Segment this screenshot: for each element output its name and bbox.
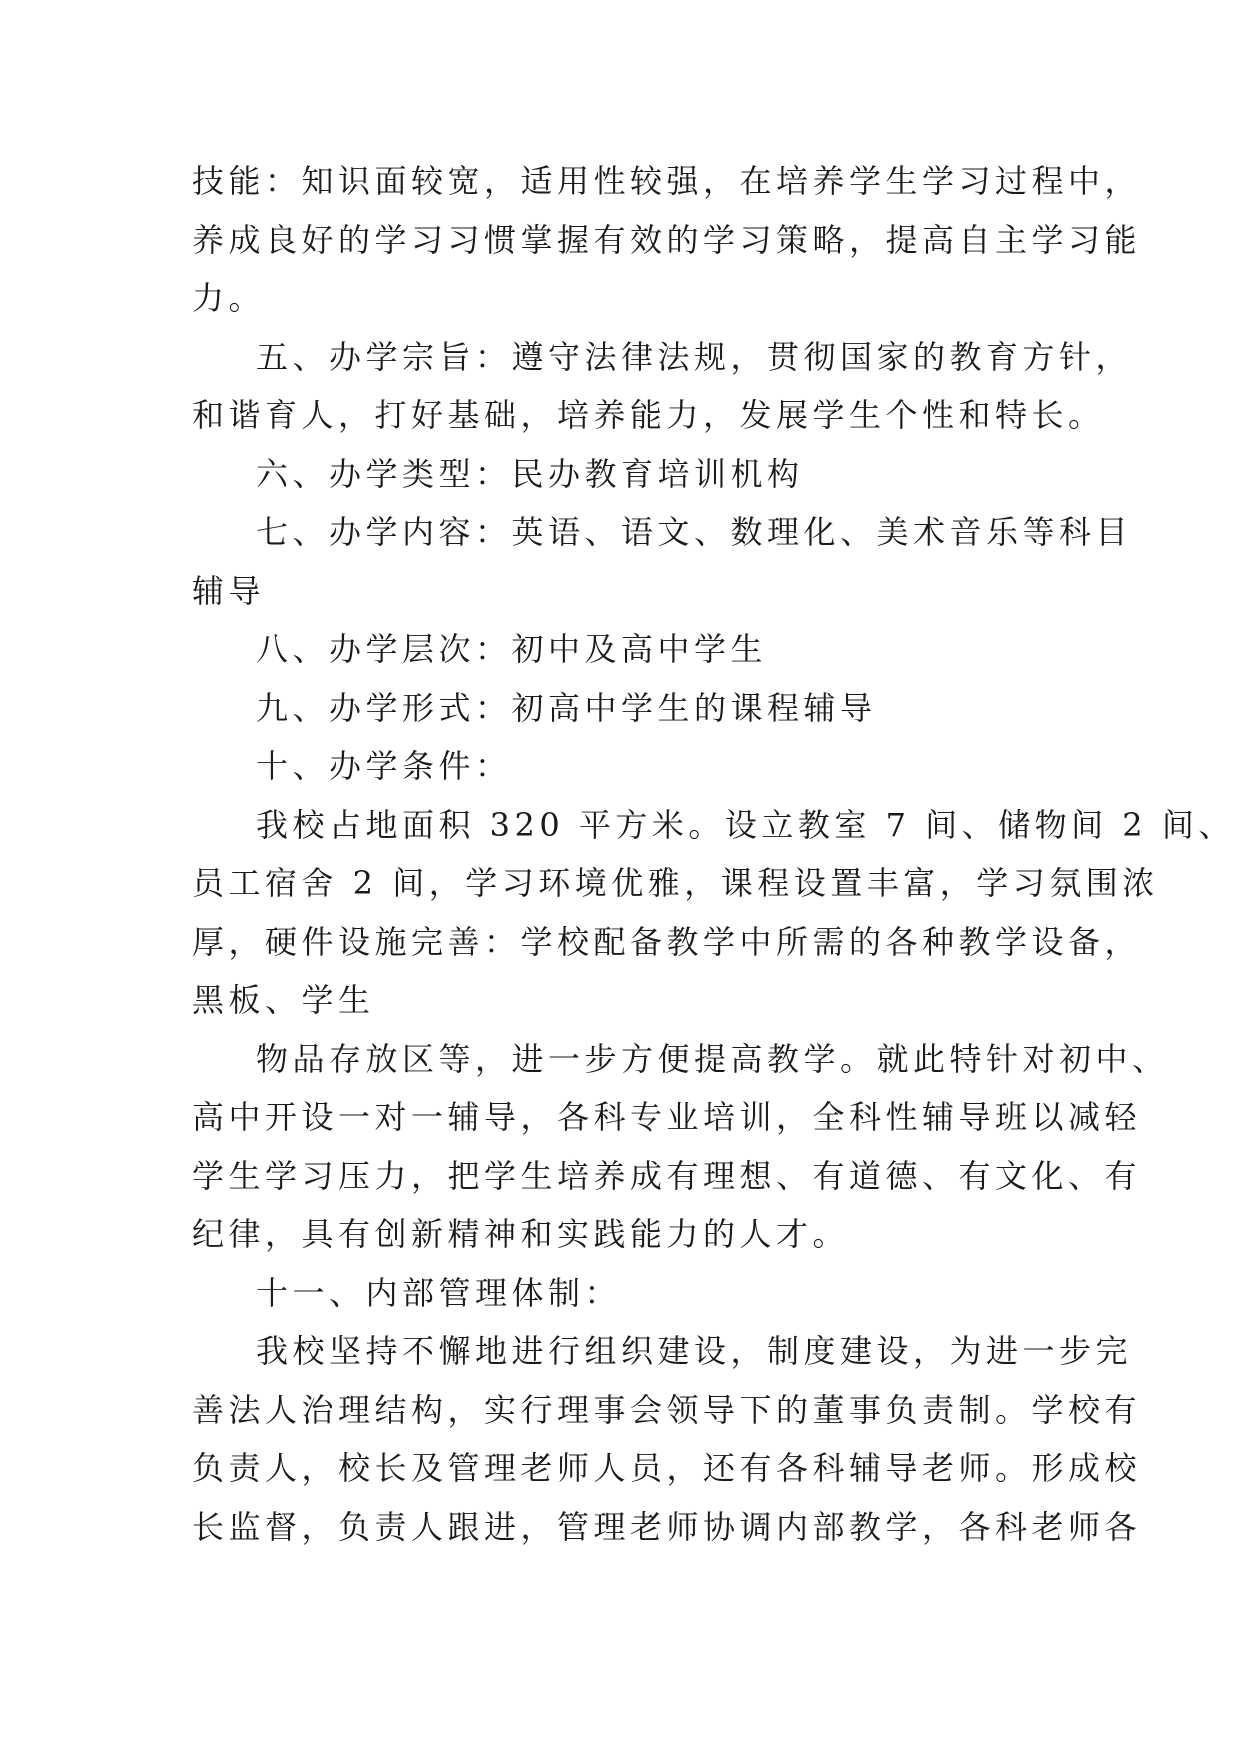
document-body — [192, 152, 1235, 1556]
paragraph-start: 物品存放区等，进一步方便提高教学。就此特针对初中、 — [256, 1039, 1169, 1078]
text-line: 技能：知识面较宽，适用性较强，在培养学生学习过程中， — [192, 162, 1142, 200]
text-line: 长监督，负责人跟进，管理老师协调内部教学，各科老师各 — [192, 1507, 1142, 1546]
text-line: 厚，硬件设施完善：学校配备教学中所需的各种教学设备， — [192, 922, 1142, 961]
text-line: 学生学习压力，把学生培养成有理想、有道德、有文化、有 — [192, 1156, 1142, 1195]
text-line: 善法人治理结构，实行理事会领导下的董事负责制。学校有 — [192, 1390, 1142, 1429]
text-line: 力。 — [192, 279, 266, 317]
text-line: 员工宿舍 2 间，学习环境优雅，课程设置丰富，学习氛围浓 — [192, 864, 1159, 902]
text-line: 黑板、学生 — [192, 981, 375, 1019]
section-heading-9: 九、办学形式：初高中学生的课程辅导 — [256, 688, 877, 727]
paragraph-start: 我校占地面积 320 平方米。设立教室 7 间、储物间 2 间、 — [256, 805, 1235, 844]
text-line: 高中开设一对一辅导，各科专业培训，全科性辅导班以减轻 — [192, 1098, 1142, 1136]
section-heading-8: 八、办学层次：初中及高中学生 — [256, 630, 768, 668]
section-heading-7: 七、办学内容：英语、语文、数理化、美术音乐等科目 — [256, 513, 1133, 551]
text-line: 和谐育人，打好基础，培养能力，发展学生个性和特长。 — [192, 396, 1105, 434]
section-heading-5: 五、办学宗旨：遵守法律法规，贯彻国家的教育方针， — [256, 337, 1133, 376]
section-heading-6: 六、办学类型：民办教育培训机构 — [256, 454, 804, 493]
text-line: 负责人，校长及管理老师人员，还有各科辅导老师。形成校 — [192, 1449, 1142, 1487]
text-line: 养成良好的学习习惯掌握有效的学习策略，提高自主学习能 — [192, 220, 1142, 259]
text-line: 纪律，具有创新精神和实践能力的人才。 — [192, 1215, 850, 1253]
text-line: 辅导 — [192, 571, 266, 610]
section-heading-11: 十一、内部管理体制： — [256, 1273, 622, 1312]
paragraph-start: 我校坚持不懈地进行组织建设，制度建设，为进一步完 — [256, 1332, 1133, 1370]
section-heading-10: 十、办学条件： — [256, 747, 512, 785]
